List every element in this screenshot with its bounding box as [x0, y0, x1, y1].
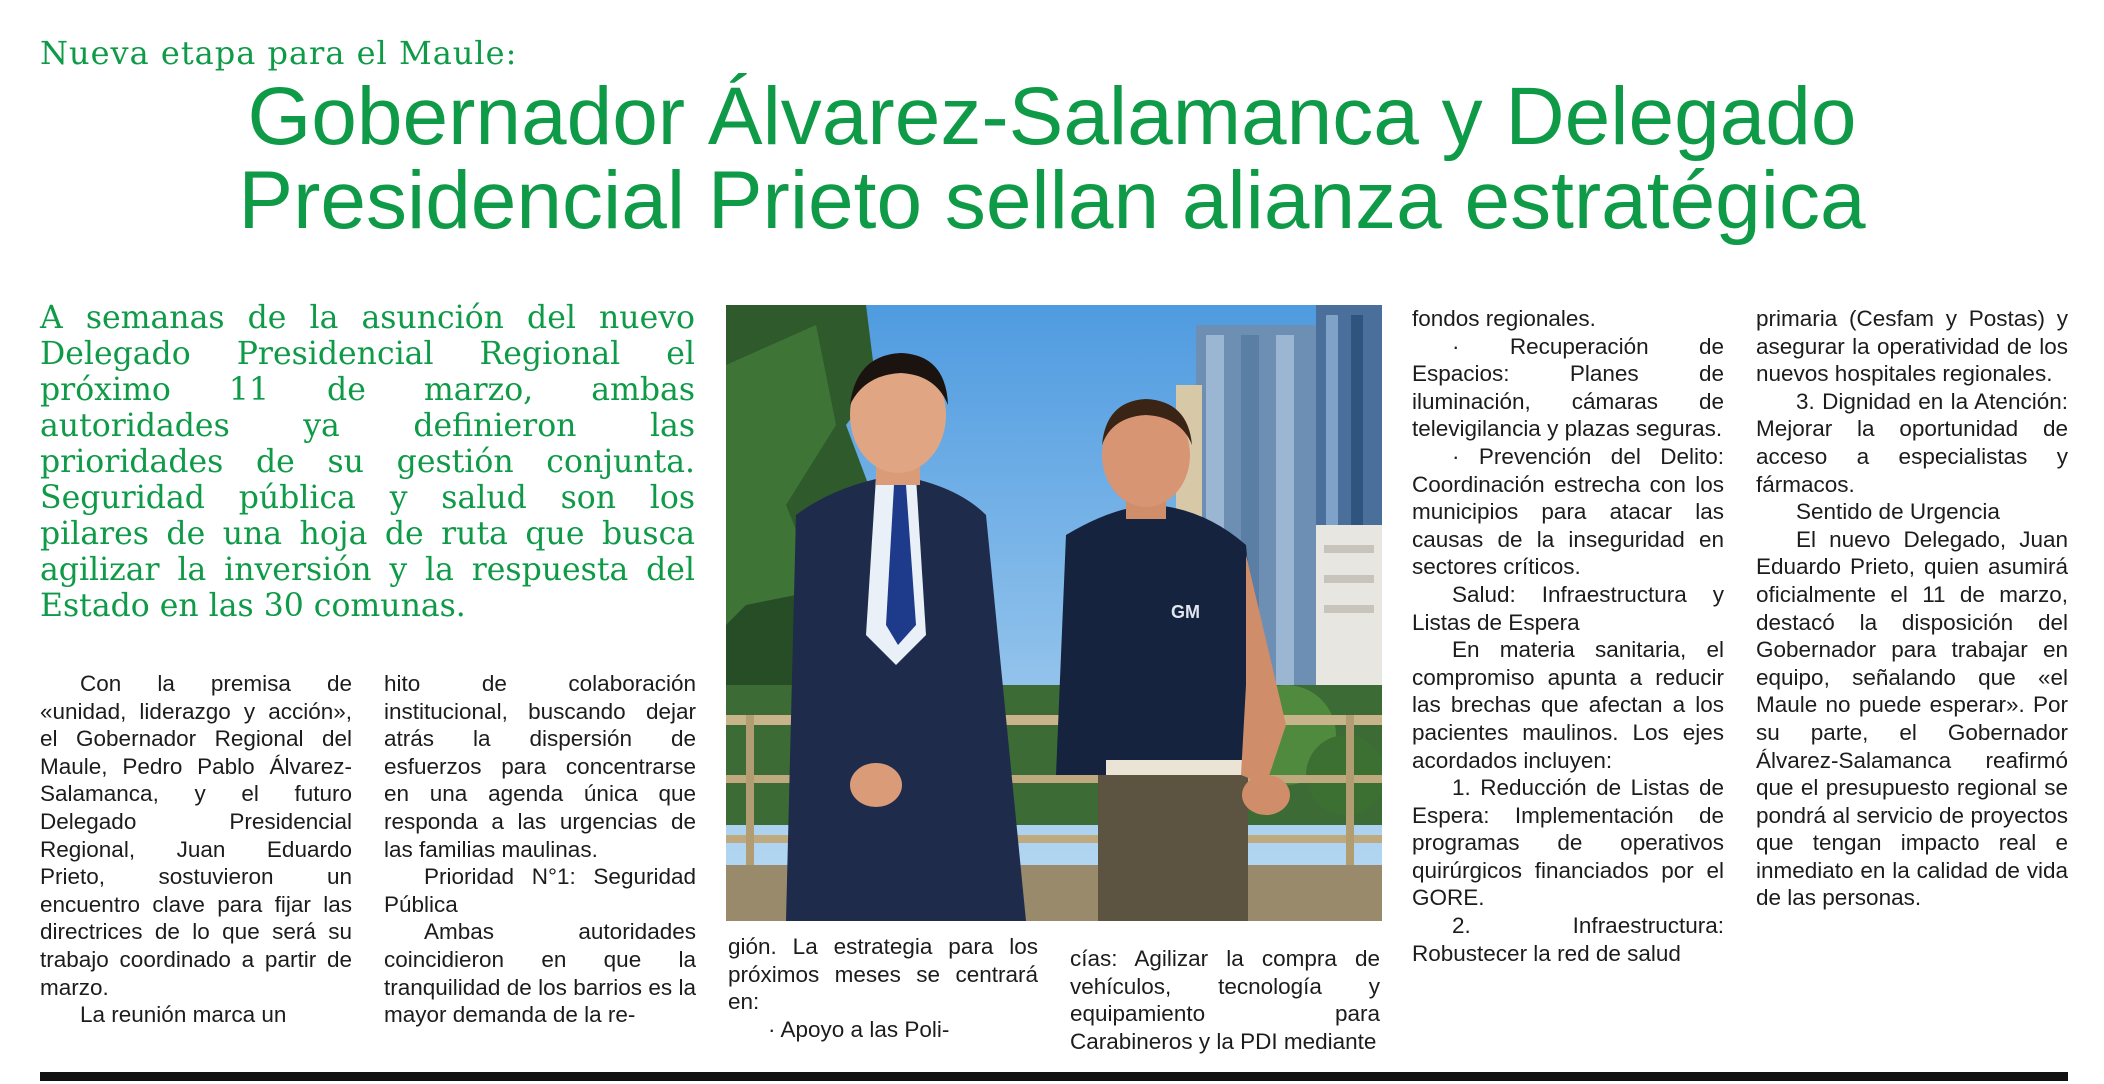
- body-paragraph: La reunión marca un: [80, 1002, 287, 1028]
- body-paragraph: Ambas autoridades coincidieron en que la tranquilidad de los barrios es la mayor demanda de la re-: [384, 919, 696, 1028]
- body-column-1: [40, 670, 352, 1029]
- body-column-3b: [1070, 945, 1380, 1055]
- numbered-item: 3. Dignidad en la Atención: Mejorar la oportunidad de acceso a especialistas y fármacos.: [1756, 388, 2068, 497]
- subheading: Prioridad N°1: Seguridad Pública: [384, 864, 696, 917]
- body-column-5: [1756, 305, 2068, 912]
- bullet-item: · Prevención del Delito: Coordinación estrecha con los municipios para atacar las causas de la inseguridad en sectores críticos.: [1412, 443, 1724, 580]
- article-photo: [726, 305, 1382, 921]
- body-paragraph: primaria (Cesfam y Postas) y asegurar la operatividad de los nuevos hospitales regionales.: [1756, 306, 2068, 387]
- bottom-rule: [40, 1072, 2068, 1081]
- photo-illustration: [726, 305, 1382, 921]
- body-paragraph: gión. La estrategia para los próximos meses se centrará en:: [728, 934, 1038, 1015]
- numbered-item: 1. Reducción de Listas de Espera: Implementación de programas de operativos quirúrgicos financiados por el GORE.: [1412, 775, 1724, 911]
- subheading: Sentido de Urgencia: [1796, 499, 2000, 525]
- body-paragraph: En materia sanitaria, el compromiso apunta a reducir las brechas que afectan a los pacientes maulinos. Los ejes acordados incluyen:: [1412, 637, 1724, 773]
- shirt-logo: GM: [1171, 602, 1200, 622]
- body-column-4: [1412, 305, 1724, 967]
- body-paragraph: cías: Agilizar la compra de vehículos, tecnología y equipamiento para Carabineros y la PDI mediante: [1070, 946, 1380, 1054]
- body-column-3a: [728, 933, 1038, 1043]
- body-paragraph: El nuevo Delegado, Juan Eduardo Prieto, quien asumirá oficialmente el 11 de marzo, destacó la disposición del Gobernador para trabajar en equipo, señalando que «el Maule no puede esperar». Por su parte, el Gobernador Álvarez-Salamanca reafirmó que el presupuesto regional se pondrá al servicio de proyectos que tengan impacto real e inmediato en la calidad de vida de las personas.: [1756, 526, 2068, 911]
- headline-line-2: Presidencial Prieto sellan alianza estratégica: [238, 155, 1866, 246]
- subheading: Salud: Infraestructura y Listas de Espera: [1412, 581, 1724, 635]
- body-column-2: [384, 670, 696, 1029]
- headline-line-1: Gobernador Álvarez-Salamanca y Delegado: [247, 71, 1857, 162]
- body-paragraph: Con la premisa de «unidad, liderazgo y acción», el Gobernador Regional del Maule, Pedro Pablo Álvarez-Salamanca, y el futuro Delegado Presidencial Regional, Juan Eduardo Prieto, sostuvieron un encuentro clave para fijar las directrices de lo que será su trabajo coordinado a partir de marzo.: [40, 671, 352, 1000]
- kicker: Nueva etapa para el Maule:: [40, 34, 518, 72]
- bullet-item: · Apoyo a las Poli-: [768, 1016, 950, 1042]
- lede-paragraph: A semanas de la asunción del nuevo Delegado Presidencial Regional el próximo 11 de marzo, ambas autoridades ya definieron las prioridades de su gestión conjunta. Seguridad pública y salud son los pilares de una hoja de ruta que busca agilizar la inversión y la respuesta del Estado en las 30 comunas.: [40, 300, 695, 624]
- body-paragraph: hito de colaboración institucional, buscando dejar atrás la dispersión de esfuerzos para concentrarse en una agenda única que responda a las urgencias de las familias maulinas.: [384, 671, 696, 862]
- body-paragraph: fondos regionales.: [1412, 306, 1596, 331]
- numbered-item: 2. Infraestructura: Robustecer la red de salud: [1412, 913, 1724, 966]
- bullet-item: · Recuperación de Espacios: Planes de iluminación, cámaras de televigilancia y plazas seguras.: [1412, 333, 1724, 442]
